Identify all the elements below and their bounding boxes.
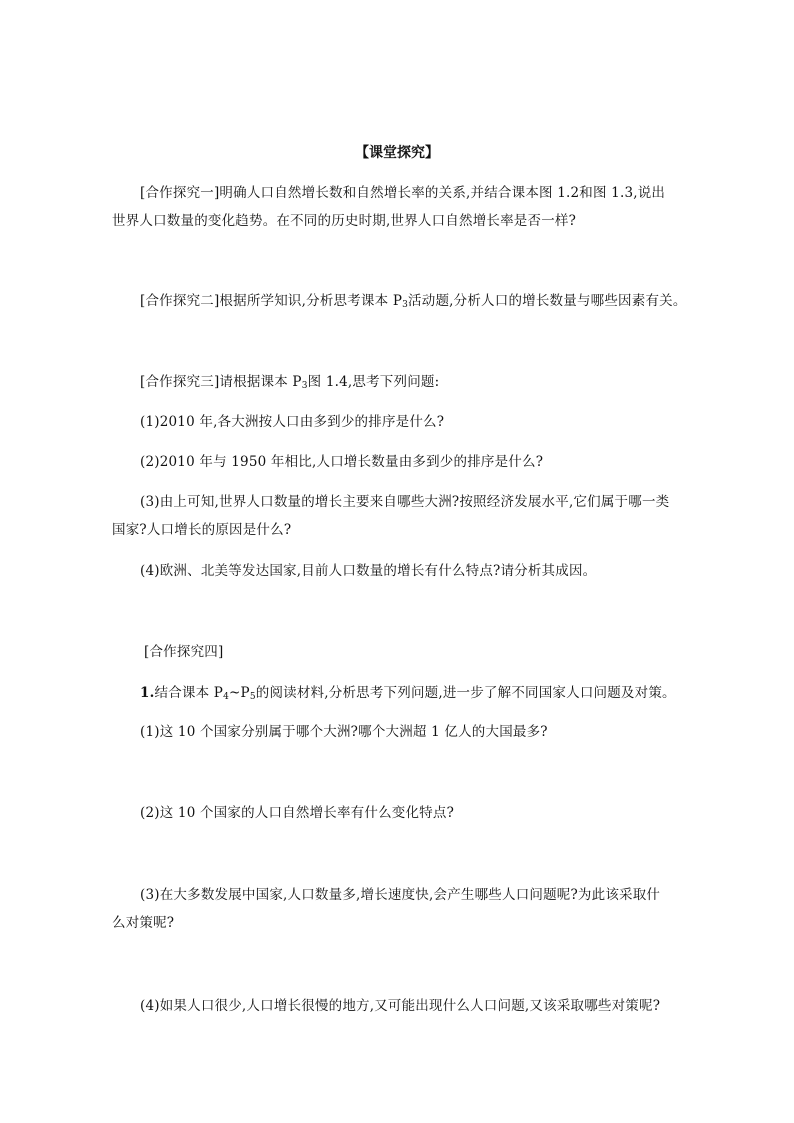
explore3-question-4: (4)欧洲、北美等发达国家,目前人口数量的增长有什么特点?请分析其成因。 <box>140 563 597 579</box>
explore4-question-2: (2)这 10 个国家的人口自然增长率有什么变化特点? <box>140 805 455 821</box>
explore4-question-3-line2: 么对策呢? <box>112 915 175 931</box>
explore3-question-3-line1: (3)由上可知,世界人口数量的增长主要来自哪些大洲?按照经济发展水平,它们属于哪一类 <box>140 494 670 510</box>
explore3-post: 图 1.4,思考下列问题: <box>307 374 440 390</box>
explore2-pre: [合作探究二]根据所学知识,分析思考课本 P <box>140 293 403 309</box>
explore4-question-4: (4)如果人口很少,人口增长很慢的地方,又可能出现什么人口问题,又该采取哪些对策呢? <box>140 998 661 1014</box>
explore4-heading: [合作探究四] <box>144 644 224 660</box>
explore1-line2: 世界人口数量的变化趋势。在不同的历史时期,世界人口自然增长率是否一样? <box>112 213 577 229</box>
explore4-question-1: (1)这 10 个国家分别属于哪个大洲?哪个大洲超 1 亿人的大国最多? <box>140 724 548 740</box>
explore4-question-3-line1: (3)在大多数发展中国家,人口数量多,增长速度快,会产生哪些人口问题呢?为此该采取什 <box>140 887 661 903</box>
explore2-page-sub: 3 <box>402 300 409 310</box>
explore4-page-sub-2: 5 <box>249 692 256 702</box>
explore2-text <box>140 291 687 311</box>
explore4-item-mid: ~P <box>229 685 250 701</box>
explore2-post: 活动题,分析人口的增长数量与哪些因素有关。 <box>408 293 687 309</box>
section-title: 【课堂探究】 <box>355 145 439 161</box>
explore3-intro <box>140 372 439 392</box>
explore3-pre: [合作探究三]请根据课本 P <box>140 374 302 390</box>
explore3-question-3-line2: 国家?人口增长的原因是什么? <box>112 522 292 538</box>
explore3-page-sub: 3 <box>301 381 308 391</box>
explore4-item-post: 的阅读材料,分析思考下列问题,进一步了解不同国家人口问题及对策。 <box>255 685 676 701</box>
explore3-question-2: (2)2010 年与 1950 年相比,人口增长数量由多到少的排序是什么? <box>140 454 544 470</box>
explore4-item-number: 1. <box>140 685 155 701</box>
explore3-question-1: (1)2010 年,各大洲按人口由多到少的排序是什么? <box>140 414 445 430</box>
explore4-item-1 <box>140 683 676 703</box>
explore1-line1: [合作探究一]明确人口自然增长数和自然增长率的关系,并结合课本图 1.2和图 1.3,说出 <box>140 185 666 201</box>
explore4-page-sub-1: 4 <box>223 692 230 702</box>
explore4-item-pre: 结合课本 P <box>154 685 224 701</box>
